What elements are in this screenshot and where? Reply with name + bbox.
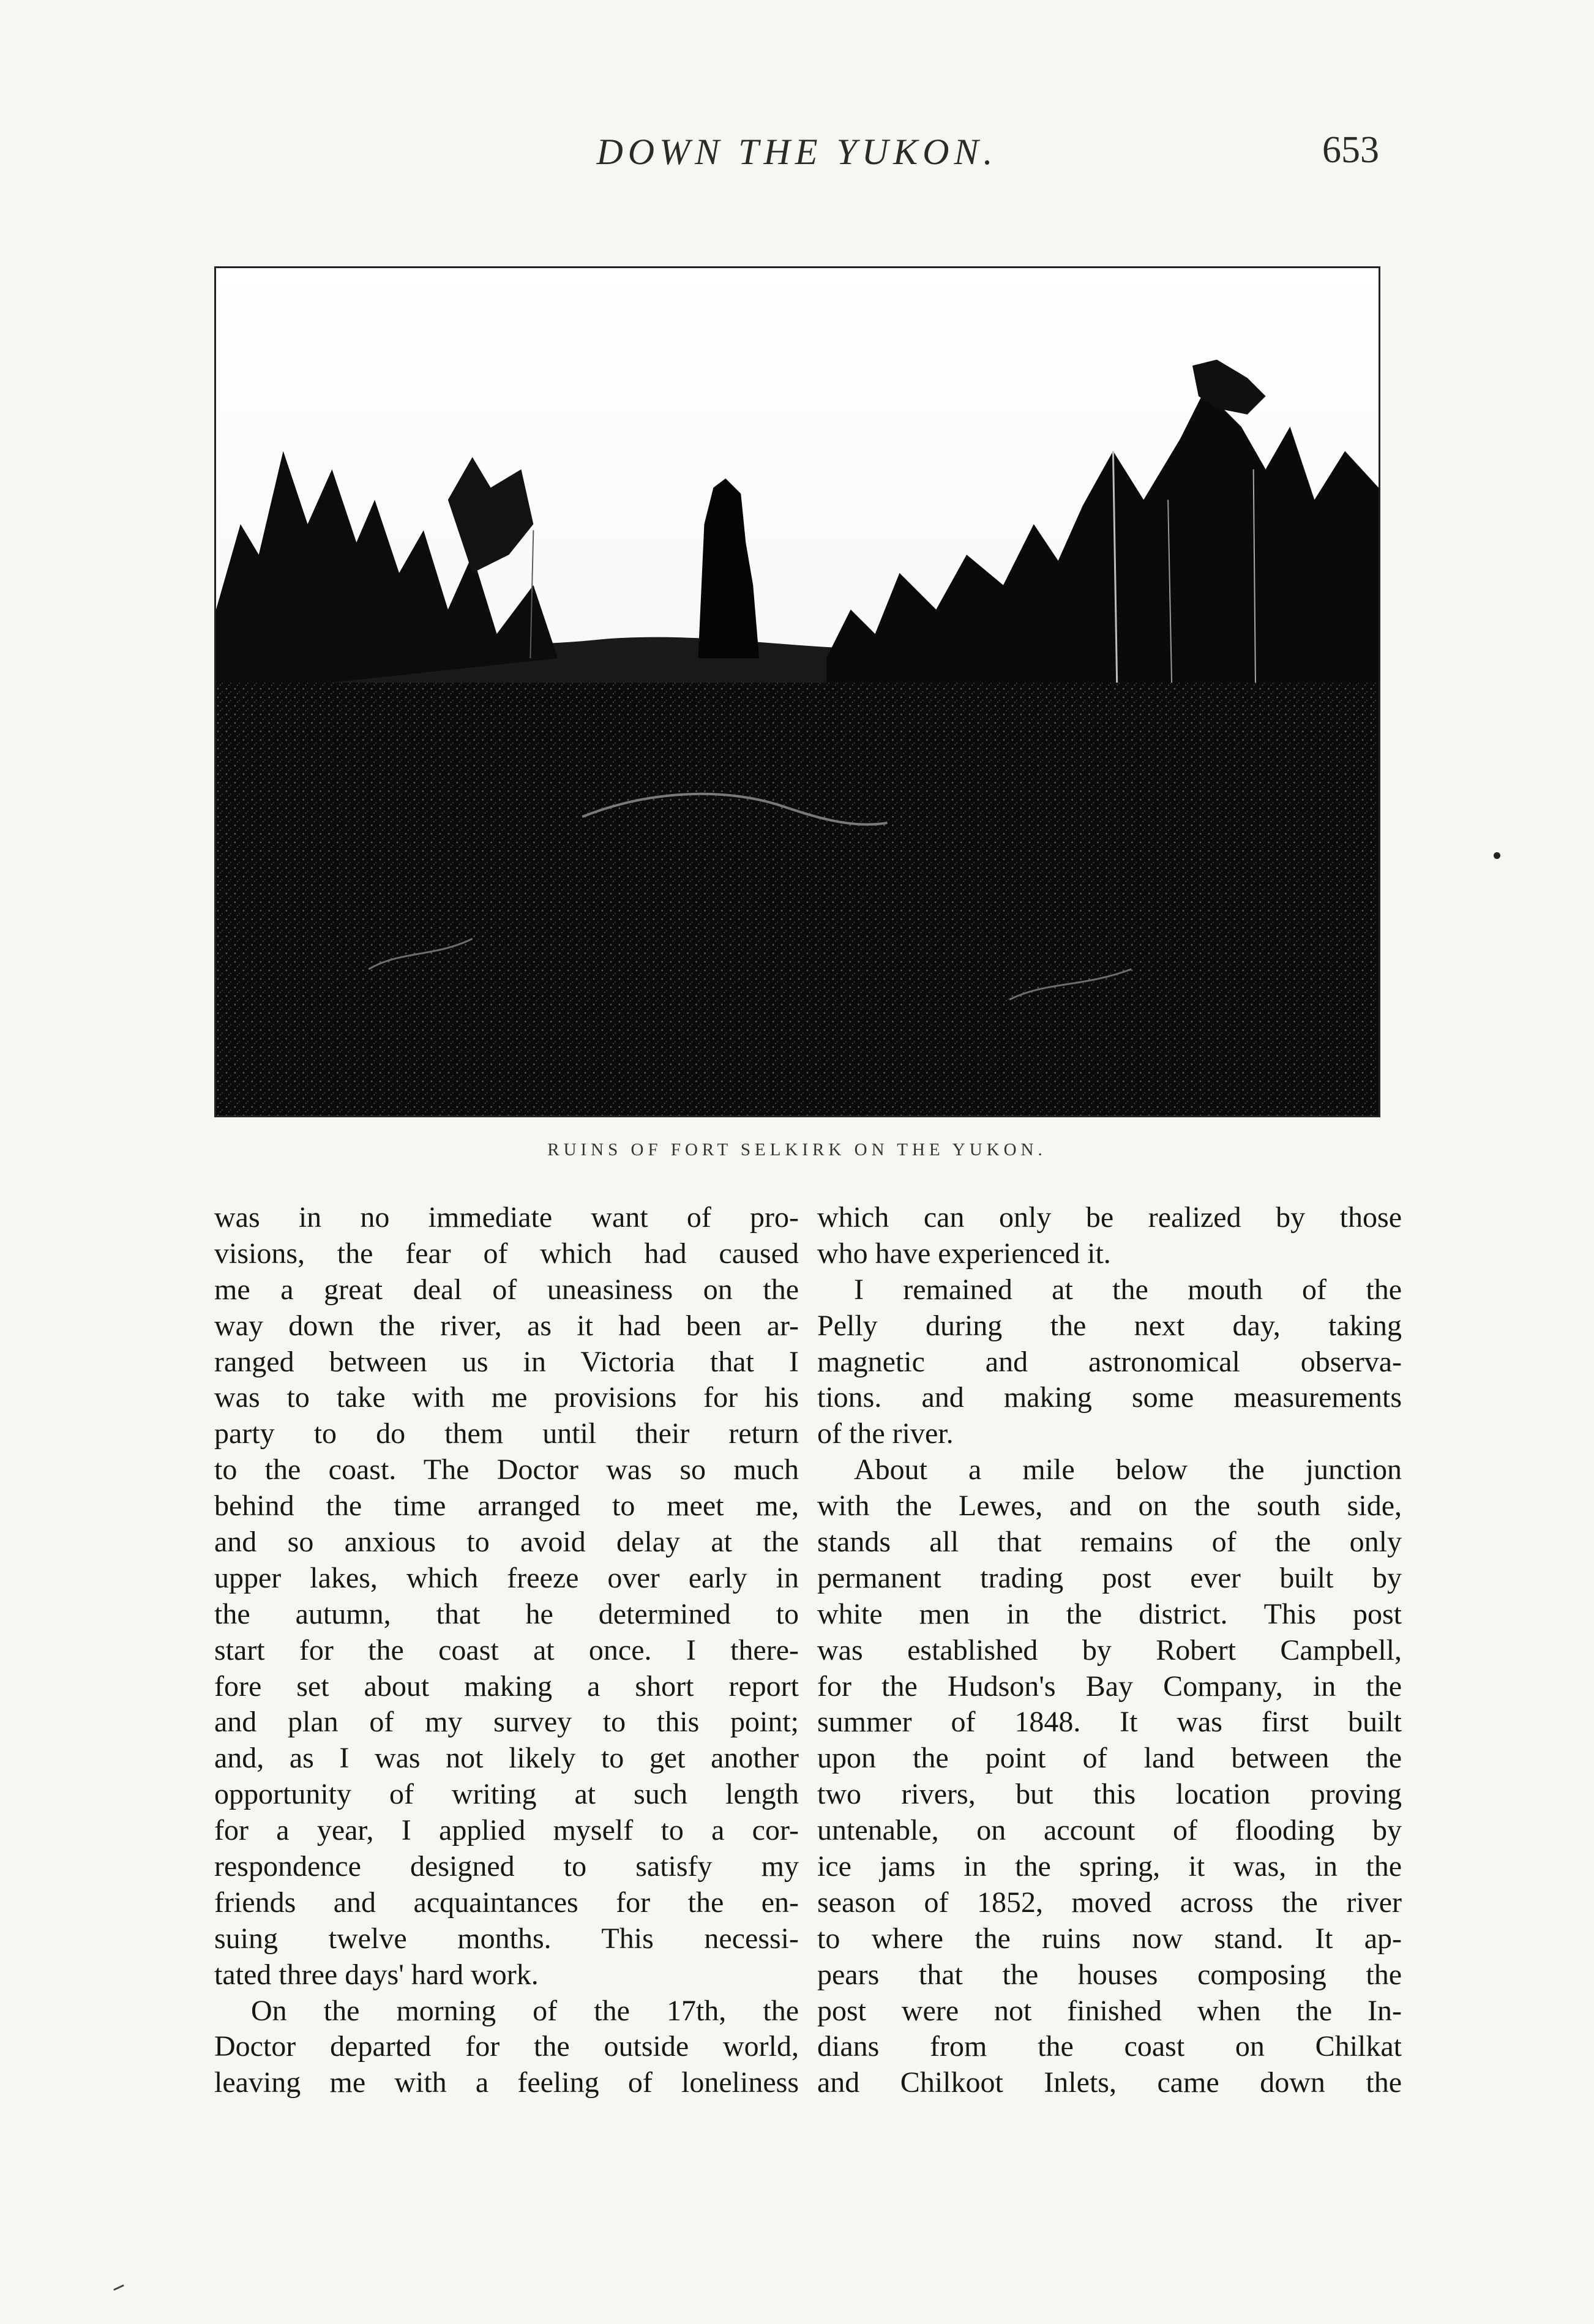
text-line: dians from the coast on Chilkat xyxy=(817,2030,1402,2063)
text-line: of the river. xyxy=(817,1417,954,1450)
photo-illustration xyxy=(216,268,1379,1115)
left-text-column xyxy=(214,1200,799,2101)
text-line: was in no immediate want of pro- xyxy=(214,1201,799,1234)
text-line: pears that the houses composing the xyxy=(817,1958,1402,1991)
text-line: permanent trading post ever built by xyxy=(817,1561,1402,1594)
text-line: magnetic and astronomical observa- xyxy=(817,1345,1402,1378)
text-line: summer of 1848. It was first built xyxy=(817,1706,1402,1739)
text-line: I remained at the mouth of the xyxy=(854,1273,1402,1306)
text-line: On the morning of the 17th, the xyxy=(251,1994,799,2027)
right-text-column xyxy=(817,1200,1402,2101)
text-line: white men in the district. This post xyxy=(817,1597,1402,1630)
text-line: and so anxious to avoid delay at the xyxy=(214,1526,799,1559)
text-line: me a great deal of uneasiness on the xyxy=(214,1273,799,1306)
text-line: Pelly during the next day, taking xyxy=(817,1309,1402,1342)
text-line: respondence designed to satisfy my xyxy=(214,1850,799,1883)
text-line: tions. and making some measurements xyxy=(817,1381,1402,1414)
text-line: visions, the fear of which had caused xyxy=(214,1237,799,1270)
text-line: with the Lewes, and on the south side, xyxy=(817,1490,1402,1523)
text-line: way down the river, as it had been ar- xyxy=(214,1309,799,1342)
text-line: post were not finished when the In- xyxy=(817,1994,1402,2027)
text-line: ice jams in the spring, it was, in the xyxy=(817,1850,1402,1883)
text-line: Doctor departed for the outside world, xyxy=(214,2030,799,2063)
text-line: and Chilkoot Inlets, came down the xyxy=(817,2066,1402,2099)
text-line: untenable, on account of flooding by xyxy=(817,1814,1402,1847)
stray-pencil-mark xyxy=(113,2284,124,2290)
text-line: to where the ruins now stand. It ap- xyxy=(817,1922,1402,1955)
text-line: stands all that remains of the only xyxy=(817,1526,1402,1559)
text-line: leaving me with a feeling of loneliness xyxy=(214,2066,799,2099)
text-line: behind the time arranged to meet me, xyxy=(214,1490,799,1523)
text-line: two rivers, but this location proving xyxy=(817,1778,1402,1811)
text-line: start for the coast at once. I there- xyxy=(214,1633,799,1666)
text-line: opportunity of writing at such length xyxy=(214,1778,799,1811)
ink-speck xyxy=(1494,852,1500,859)
text-line: suing twelve months. This necessi- xyxy=(214,1922,799,1955)
text-line: to the coast. The Doctor was so much xyxy=(214,1453,799,1486)
text-line: the autumn, that he determined to xyxy=(214,1597,799,1630)
text-line: season of 1852, moved across the river xyxy=(817,1886,1402,1919)
figure-caption: RUINS OF FORT SELKIRK ON THE YUKON. xyxy=(547,1140,1047,1160)
text-line: which can only be realized by those xyxy=(817,1201,1402,1234)
text-line: tated three days' hard work. xyxy=(214,1958,539,1991)
text-line: who have experienced it. xyxy=(817,1237,1111,1270)
text-line: upon the point of land between the xyxy=(817,1742,1402,1775)
text-line: fore set about making a short report xyxy=(214,1670,799,1703)
photograph-ruins-fort-selkirk xyxy=(214,266,1380,1117)
text-line: and plan of my survey to this point; xyxy=(214,1706,799,1739)
text-line: party to do them until their return xyxy=(214,1417,799,1450)
text-line: and, as I was not likely to get another xyxy=(214,1742,799,1775)
text-line: was to take with me provisions for his xyxy=(214,1381,799,1414)
text-line: was established by Robert Campbell, xyxy=(817,1633,1402,1666)
text-line: for a year, I applied myself to a cor- xyxy=(214,1814,799,1847)
page-number: 653 xyxy=(1322,129,1379,171)
text-line: ranged between us in Victoria that I xyxy=(214,1345,799,1378)
text-line: upper lakes, which freeze over early in xyxy=(214,1561,799,1594)
text-line: About a mile below the junction xyxy=(854,1453,1402,1486)
running-title: DOWN THE YUKON. xyxy=(596,132,998,172)
text-line: friends and acquaintances for the en- xyxy=(214,1886,799,1919)
text-line: for the Hudson's Bay Company, in the xyxy=(817,1670,1402,1703)
